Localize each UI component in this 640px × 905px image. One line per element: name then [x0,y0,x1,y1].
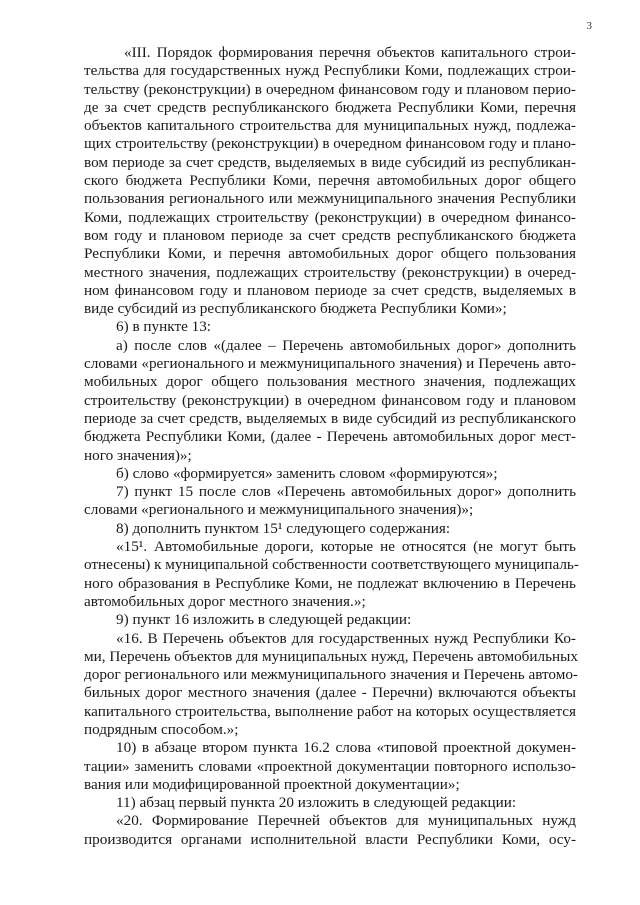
text-line: ского бюджета Республики Коми, перечня автомобильных дорог общего [84,172,576,190]
text-line: словами «регионального и межмуниципального значения) и Перечень авто- [84,355,576,373]
text-line: ного значения)»; [84,446,192,464]
text-line: словами «регионального и межмуниципального значения)»; [84,501,474,519]
text-line: капитального строительства, выполнение работ на которых осуществляется [84,702,576,720]
text-line: 10) в абзаце втором пункта 16.2 слова «типовой проектной докумен- [116,739,576,757]
text-line: «III. Порядок формирования перечня объектов капитального строи- [124,44,576,61]
text-line: бюджета Республики Коми, (далее - Перечень автомобильных дорог мест- [84,428,576,446]
document-body [84,44,579,849]
text-line: а) после слов «(далее – Перечень автомобильных дорог» дополнить [116,336,576,354]
text-line: 6) в пункте 13: [116,318,212,336]
text-line: ми, Перечень объектов для муниципальных нужд, Перечень автомобильных [84,647,578,665]
text-line: строительству (реконструкции) в очередном финансовом году и плановом [84,391,576,409]
text-line: бильных дорог местного значения (далее - Перечни) включаются объекты [84,684,576,702]
text-line: пользования регионального или межмуниципального значения Республики [84,190,576,208]
text-line: производится органами исполнительной власти Республики Коми, осу- [84,830,576,848]
text-line: 11) абзац первый пункта 20 изложить в следующей редакции: [116,794,517,812]
text-line: Коми, подлежащих строительству (реконструкции) в очередном финансо- [84,208,576,226]
text-line: б) слово «формируется» заменить словом «формируются»; [116,464,498,482]
text-line: 7) пункт 15 после слов «Перечень автомобильных дорог» дополнить [116,483,576,501]
text-line: объектов капитального строительства для муниципальных нужд, подлежа- [84,117,576,135]
text-line: вания или модифицированной проектной документации»; [84,775,460,793]
text-line: «15¹. Автомобильные дороги, которые не относятся (не могут быть [116,538,576,556]
text-line: тации» заменить словами «проектной документации повторного использо- [84,757,576,775]
text-line: Республики Коми, и перечня автомобильных дорог общего пользования [84,245,576,263]
text-line: 9) пункт 16 изложить в следующей редакции: [116,611,412,629]
text-line: отнесены) к муниципальной собственности соответствующего муниципаль- [84,556,579,574]
text-line: местного значения, подлежащих строительству (реконструкции) в очеред- [84,263,576,281]
text-line: «16. В Перечень объектов для государственных нужд Республики Ко- [116,629,576,647]
text-line: автомобильных дорог местного значения.»; [84,592,366,610]
text-line: дорог регионального или межмуниципального значения и Перечень автомо- [84,666,578,684]
text-line: периоде за счет средств, выделяемых в виде субсидий из республиканского [84,409,576,427]
page-number: 3 [586,20,592,32]
text-line: вом периоде за счет средств, выделяемых в виде субсидий из республикан- [84,153,576,171]
text-line: подрядным способом.»; [84,720,239,738]
text-line: ного образования в Республике Коми, не подлежат включению в Перечень [84,574,576,592]
text-line: тельства для государственных нужд Республики Коми, подлежащих строи- [84,62,576,80]
text-line: щих строительству (реконструкции) в очередном финансовом году и плано- [84,135,576,153]
text-line: мобильных дорог общего пользования местного значения, подлежащих [84,373,576,391]
text-line: де за счет средств республиканского бюджета Республики Коми, перечня [84,98,576,116]
text-line: вом году и плановом периоде за счет средств республиканского бюджета [84,226,576,244]
text-line: тельству (реконструкции) в очередном финансовом году и плановом перио- [84,80,576,98]
text-line: виде субсидий из республиканского бюджета Республики Коми»; [84,300,507,318]
text-line: ном финансовом году и плановом периоде за счет средств, выделяемых в [84,281,576,299]
text-line: 8) дополнить пунктом 15¹ следующего содержания: [116,519,451,537]
text-line: «20. Формирование Перечней объектов для муниципальных нужд [116,812,576,830]
